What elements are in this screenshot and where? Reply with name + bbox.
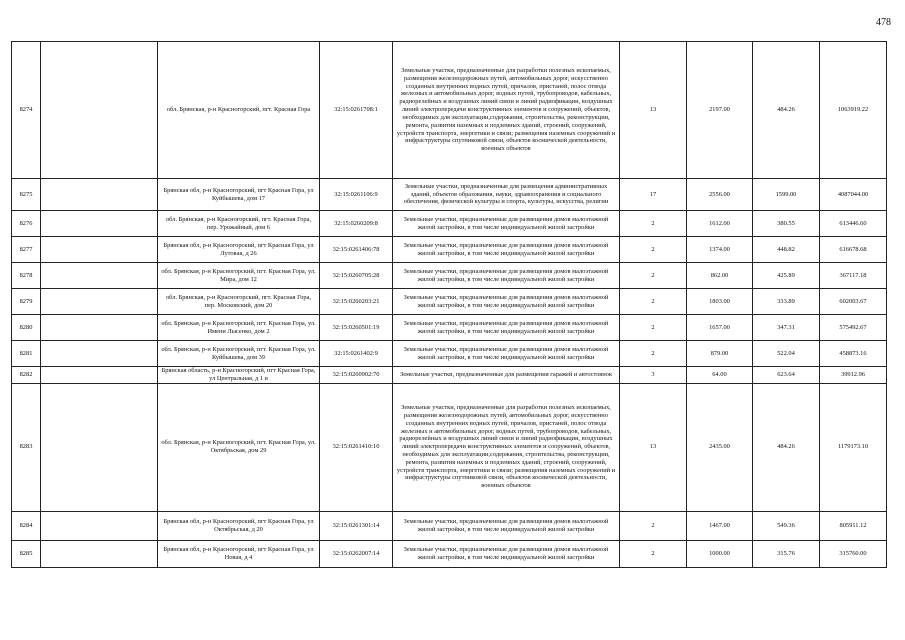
- cadastral-number-cell: 32:15:0261106:9: [320, 179, 393, 211]
- land-use-description-cell: Земельные участки, предназначенные для размещения домов малоэтажной жилой застройки, в том числе индивидуальной жилой застройки: [393, 237, 620, 263]
- row-number: 8284: [12, 511, 41, 540]
- area-cell: 2556.00: [687, 179, 753, 211]
- area-cell: 1612.00: [687, 211, 753, 237]
- table-row: [12, 540, 887, 567]
- rate-cell: 623.64: [753, 367, 820, 384]
- area-cell: 1803.00: [687, 289, 753, 315]
- category-code-cell: 17: [620, 179, 687, 211]
- table-row: [12, 341, 887, 367]
- land-use-description-cell: Земельные участки, предназначенные для размещения домов малоэтажной жилой застройки, в том числе индивидуальной жилой застройки: [393, 511, 620, 540]
- category-code-cell: 2: [620, 211, 687, 237]
- area-cell: 1374.00: [687, 237, 753, 263]
- land-use-description-cell: Земельные участки, предназначенные для размещения домов малоэтажной жилой застройки, в том числе индивидуальной жилой застройки: [393, 263, 620, 289]
- empty-cell: [41, 511, 158, 540]
- land-use-description-cell: Земельные участки, предназначенные для разработки полезных ископаемых, размещения железнодорожных путей, автомобильных дорог, искусственно созданных внутренних водных путей, причалов, пристаней, полос отвода железных и автомобильных дорог, водных путей, трубопроводов, кабельных, радиорелейных и воздушных линий связи и линий радиофикации, воздушных линий электропередачи конструктивных элементов и сооружений, объектов, необходимых для эксплуатации,содержания, строительства, реконструкции, ремонта, развития наземных и подземных зданий, строений, сооружений, устройств транспорта, энергетики и связи; размещения наземных сооружений и инфраструктуры спутниковой связи, объектов космической деятельности, военных объектов: [393, 42, 620, 179]
- land-use-description-cell: Земельные участки, предназначенные для размещения домов малоэтажной жилой застройки, в том числе индивидуальной жилой застройки: [393, 540, 620, 567]
- value-cell: 613446.60: [820, 211, 887, 237]
- value-cell: 4087044.00: [820, 179, 887, 211]
- row-number: 8278: [12, 263, 41, 289]
- rate-cell: 1599.00: [753, 179, 820, 211]
- area-cell: 1657.00: [687, 315, 753, 341]
- table-row: [12, 511, 887, 540]
- area-cell: 1000.00: [687, 540, 753, 567]
- empty-cell: [41, 263, 158, 289]
- row-number: 8282: [12, 367, 41, 384]
- table-row: [12, 383, 887, 511]
- address-cell: Брянская обл, р-н Красногорский, пгт Красная Гора, ул Куйбышева, дом 17: [158, 179, 320, 211]
- value-cell: 1063919.22: [820, 42, 887, 179]
- rate-cell: 484.26: [753, 383, 820, 511]
- row-number: 8274: [12, 42, 41, 179]
- land-use-description-cell: Земельные участки, предназначенные для размещения административных зданий, объектов образования, науки, здравоохранения и социального обеспечения, физической культуры и спорта, культуры, искусства, религии: [393, 179, 620, 211]
- value-cell: 575492.67: [820, 315, 887, 341]
- rate-cell: 333.89: [753, 289, 820, 315]
- address-cell: Брянская обл, р-н Красногорский, пгт Красная Гора, ул Лутовая, д 26: [158, 237, 320, 263]
- address-cell: обл. Брянская, р-н Красногорский, пгт. Красная Гора, ул. Куйбышева, дом 39: [158, 341, 320, 367]
- row-number: 8285: [12, 540, 41, 567]
- category-code-cell: 2: [620, 315, 687, 341]
- address-cell: Брянская область, р-н Красногорский, пгт Красная Гора, ул Центральная, д 1 в: [158, 367, 320, 384]
- cadastral-number-cell: 32:15:0260501:19: [320, 315, 393, 341]
- table-body: [12, 42, 887, 568]
- rate-cell: 380.55: [753, 211, 820, 237]
- value-cell: 39912.96: [820, 367, 887, 384]
- row-number: 8281: [12, 341, 41, 367]
- rate-cell: 549.36: [753, 511, 820, 540]
- cadastral-number-cell: 32:15:0260203:21: [320, 289, 393, 315]
- cadastral-number-cell: 32:15:0261402:9: [320, 341, 393, 367]
- rate-cell: 522.04: [753, 341, 820, 367]
- rate-cell: 315.76: [753, 540, 820, 567]
- table-row: [12, 179, 887, 211]
- category-code-cell: 2: [620, 540, 687, 567]
- row-number: 8277: [12, 237, 41, 263]
- empty-cell: [41, 237, 158, 263]
- address-cell: обл. Брянская, р-н Красногорский, пгт. Красная Гора, пер. Московский, дом 20: [158, 289, 320, 315]
- rate-cell: 347.31: [753, 315, 820, 341]
- row-number: 8283: [12, 383, 41, 511]
- row-number: 8276: [12, 211, 41, 237]
- value-cell: 602003.67: [820, 289, 887, 315]
- land-registry-table: [11, 41, 887, 568]
- address-cell: Брянская обл, р-н Красногорский, пгт Красная Гора, ул Новая, д 4: [158, 540, 320, 567]
- empty-cell: [41, 540, 158, 567]
- empty-cell: [41, 289, 158, 315]
- land-use-description-cell: Земельные участки, предназначенные для разработки полезных ископаемых, размещения железнодорожных путей, автомобильных дорог, искусственно созданных внутренних водных путей, причалов, пристаней, полос отвода железных и автомобильных дорог, водных путей, трубопроводов, кабельных, радиорелейных и воздушных линий связи и линий радиофикации, воздушных линий электропередачи конструктивных элементов и сооружений, объектов, необходимых для эксплуатации,содержания, строительства, реконструкции, ремонта, развития наземных и подземных зданий, строений, сооружений, устройств транспорта, энергетики и связи; размещения наземных сооружений и инфраструктуры спутниковой связи, объектов космической деятельности, военных объектов: [393, 383, 620, 511]
- address-cell: обл. Брянская, р-н Красногорский, пгт. Красная Гора, ул. Имени Лысенко, дом 2: [158, 315, 320, 341]
- table-row: [12, 42, 887, 179]
- cadastral-number-cell: 32:15:0261406:78: [320, 237, 393, 263]
- table-row: [12, 367, 887, 384]
- empty-cell: [41, 383, 158, 511]
- area-cell: 64.00: [687, 367, 753, 384]
- empty-cell: [41, 179, 158, 211]
- area-cell: 1467.00: [687, 511, 753, 540]
- rate-cell: 425.89: [753, 263, 820, 289]
- category-code-cell: 13: [620, 42, 687, 179]
- rate-cell: 448.82: [753, 237, 820, 263]
- value-cell: 367117.18: [820, 263, 887, 289]
- address-cell: Брянская обл, р-н Красногорский, пгт Красная Гора, ул Октябрьская, д 20: [158, 511, 320, 540]
- row-number: 8279: [12, 289, 41, 315]
- value-cell: 805911.12: [820, 511, 887, 540]
- cadastral-number-cell: 32:15:0261410:10: [320, 383, 393, 511]
- empty-cell: [41, 341, 158, 367]
- address-cell: обл. Брянская, р-н Красногорский, пгт. Красная Гора, ул. Октябрьская, дом 29: [158, 383, 320, 511]
- area-cell: 2435.00: [687, 383, 753, 511]
- address-cell: обл. Брянская, р-н Красногорский, пгт. Красная Гора: [158, 42, 320, 179]
- land-use-description-cell: Земельные участки, предназначенные для размещения домов малоэтажной жилой застройки, в том числе индивидуальной жилой застройки: [393, 341, 620, 367]
- table-row: [12, 315, 887, 341]
- row-number: 8275: [12, 179, 41, 211]
- rate-cell: 484.26: [753, 42, 820, 179]
- address-cell: обл. Брянская, р-н Красногорский, пгт. Красная Гора, ул. Мира, дом 12: [158, 263, 320, 289]
- category-code-cell: 2: [620, 289, 687, 315]
- category-code-cell: 3: [620, 367, 687, 384]
- table-row: [12, 263, 887, 289]
- category-code-cell: 2: [620, 263, 687, 289]
- value-cell: 458873.16: [820, 341, 887, 367]
- cadastral-number-cell: 32:15:0261708:1: [320, 42, 393, 179]
- cadastral-number-cell: 32:15:0262007:14: [320, 540, 393, 567]
- empty-cell: [41, 42, 158, 179]
- table-row: [12, 289, 887, 315]
- empty-cell: [41, 367, 158, 384]
- category-code-cell: 2: [620, 237, 687, 263]
- category-code-cell: 2: [620, 341, 687, 367]
- value-cell: 1179173.10: [820, 383, 887, 511]
- value-cell: 616678.68: [820, 237, 887, 263]
- table-row: [12, 237, 887, 263]
- area-cell: 879.00: [687, 341, 753, 367]
- page-number: 478: [876, 17, 891, 28]
- row-number: 8280: [12, 315, 41, 341]
- category-code-cell: 13: [620, 383, 687, 511]
- cadastral-number-cell: 32:15:0260209:8: [320, 211, 393, 237]
- land-use-description-cell: Земельные участки, предназначенные для размещения домов малоэтажной жилой застройки, в том числе индивидуальной жилой застройки: [393, 315, 620, 341]
- cadastral-number-cell: 32:15:0260705:28: [320, 263, 393, 289]
- area-cell: 862.00: [687, 263, 753, 289]
- category-code-cell: 2: [620, 511, 687, 540]
- cadastral-number-cell: 32:15:0261301:14: [320, 511, 393, 540]
- empty-cell: [41, 211, 158, 237]
- land-use-description-cell: Земельные участки, предназначенные для размещения домов малоэтажной жилой застройки, в том числе индивидуальной жилой застройки: [393, 211, 620, 237]
- area-cell: 2197.00: [687, 42, 753, 179]
- table-row: [12, 211, 887, 237]
- cadastral-number-cell: 32:15:0260902:70: [320, 367, 393, 384]
- land-use-description-cell: Земельные участки, предназначенные для размещения домов малоэтажной жилой застройки, в том числе индивидуальной жилой застройки: [393, 289, 620, 315]
- land-use-description-cell: Земельные участки, предназначенные для размещения гаражей и автостоянок: [393, 367, 620, 384]
- empty-cell: [41, 315, 158, 341]
- value-cell: 315760.00: [820, 540, 887, 567]
- address-cell: обл. Брянская, р-н Красногорский, пгт. Красная Гора, пер. Урожайный, дом 6: [158, 211, 320, 237]
